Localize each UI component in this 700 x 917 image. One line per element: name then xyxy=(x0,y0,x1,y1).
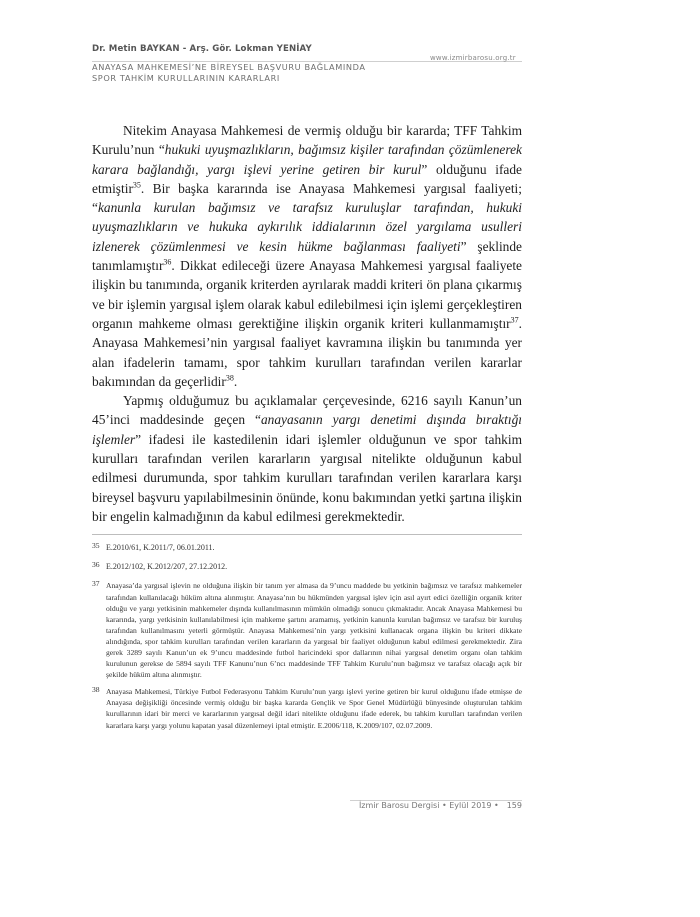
footer-journal: İzmir Barosu Dergisi • Eylül 2019 • xyxy=(358,801,499,810)
footnote-number: 35 xyxy=(92,541,100,550)
body-text-run: . Bir başka kararında ise Anayasa Mahkemesi yargısal faaliyeti; “ xyxy=(92,180,522,216)
footnote-number: 36 xyxy=(92,560,100,570)
footnote-text: Anayasa Mahkemesi, Türkiye Futbol Federasyonu Tahkim Kurulu’nun yargı işlevi yerine getiren bir kurul olduğunu ifade etmişse de Anayasa değişikliği öncesinde vermiş olduğu bir başka kararda Gençlik ve Spor Genel Müdürlüğü bünyesinde oluşturulan tahkim kurullarının idari bir merci ve kararlarının yargısal değil idari nitelikte olduğunu ifade ederek, bu tahkim kurulları tarafından verilen kararlara karşı yargı yolunu kapatan yasal düzenlemeyi iptal etmiştir. E.2006/118, K.2009/107, 02.07.2009. xyxy=(106,687,522,730)
footnote-item xyxy=(92,561,522,572)
body-text-run: . Anayasa Mahkemesi’nin yargısal faaliyet kavramına ilişkin bu tanımında yer alan ifadelerin tamamı, spor tahkim kurulları tarafından verilen kararlar bakımından da geçerlidir xyxy=(92,315,522,389)
footnote-number: 38 xyxy=(92,685,100,695)
footnote-ref[interactable]: 36 xyxy=(163,257,172,267)
footnotes xyxy=(92,542,522,737)
header-website: www.izmirbarosu.org.tr xyxy=(430,54,516,62)
footnote-divider xyxy=(92,534,354,535)
body-text-run: . xyxy=(233,373,238,389)
body-text-run: . Dikkat edileceği üzere Anayasa Mahkemesi yargısal faaliyete ilişkin bu tanımında, organik kriterden ayrılarak maddi kriteri ön plana çıkarmış ve bir işlemin yargısal işlem olarak kabul edilebilmesi için işlemi gerçekleştiren organın mahkeme olması gerektiğine ilişkin organik kriteri kullanmamıştır xyxy=(92,258,522,331)
body-text-run: ” ifadesi ile kastedilenin idari işlemler olduğunun ve spor tahkim kurulları tarafından verilen kararların yargısal nitelikte olduğunun kabul edilmesi durumunda, spor tahkim kurulları tarafından verilen kararlara karşı bireysel başvuru yapılabilmesinin önünde, konu bakımından yetki şartına ilişkin bir engelin kalmadığının da kabul edilmesi gerekmektedir. xyxy=(92,431,522,524)
body-text-run: ” şeklinde tanımlamıştır xyxy=(92,238,522,274)
body-text-run: Yapmış olduğumuz bu açıklamalar çerçevesinde, 6216 sayılı Kanun’un 45’inci maddesinde geçen “ xyxy=(92,393,522,428)
page-footer xyxy=(350,801,522,810)
footnote-divider-right xyxy=(350,534,522,535)
quote-italic: anayasanın yargı denetimi dışında bıraktığı işlemler xyxy=(92,412,522,447)
body-text-run: ” olduğunu ifade etmiştir xyxy=(92,161,522,196)
footnote-item xyxy=(92,542,522,553)
article-body xyxy=(92,121,522,526)
footnote-text: E.2012/102, K.2012/207, 27.12.2012. xyxy=(106,562,228,572)
body-paragraph xyxy=(92,121,522,391)
quote-italic: kanunla kurulan bağımsız ve tarafsız kuruluşlar tarafından, hukuki uyuşmazlıkların ve hukuka aykırılık iddialarının özel yargılama usulleri izlenerek çözümlenmesi ve kesin hükme bağlanması faaliyeti xyxy=(92,200,522,254)
footnote-text: E.2010/61, K.2011/7, 06.01.2011. xyxy=(106,543,215,552)
footnote-number: 37 xyxy=(92,579,100,589)
body-text-run: Nitekim Anayasa Mahkemesi de vermiş olduğu bir kararda; TFF Tahkim Kurulu’nun “ xyxy=(92,123,522,158)
footnote-text: Anayasa’da yargısal işlevin ne olduğuna ilişkin bir tanım yer almasa da 9’uncu maddede bu yetkinin bağımsız ve tarafsız mahkemeler tarafından kullanılacağı hüküm altına alınmıştır. Anayasa’nın bu hükmünden yargısal işlev için asıl ayırt edici özelliğin organik kriter olduğu ve yargı yetkisinin mahkemeler dışında kullanılmasının mümkün olmadığı sonucu çıkmaktadır. Ancak Anayasa Mahkemesi bu kararında, yargı yetkisinin kullanılabilmesi için mahkeme şartını aramamış, yetkinin kanunla kurulan bağımsız ve tarafsız bir kuruluş tarafından kullanılmasını yeterli görmüştür. Anayasa Mahkemesi’nin yargı yetkisini kullanacak organa ilişkin bu kriteri dikkate alındığında, spor tahkim kurulları tarafından verilen kararların da yargısal bir faaliyet olduğunun kabul edilmesi gerekmektedir. Zira gerek 3289 sayılı Kanun’un ek 9’uncu maddesinde futbol haricindeki spor dallarının nihai yargısal denetim organı olan tahkim kurulunun gerekse de 5894 sayılı TFF Kanunu’nun 6’ncı maddesinde TFF Tahkim Kurulu’nun bağımsız ve tarafsız olacağı açık bir şekilde hüküm altına alınmıştır. xyxy=(106,581,522,680)
footnote-item xyxy=(92,686,522,730)
page-number: 159 xyxy=(506,801,522,810)
footnote-ref[interactable]: 37 xyxy=(510,315,519,325)
body-paragraph xyxy=(92,391,522,526)
running-header xyxy=(92,44,522,84)
header-title-line-2: SPOR TAHKİM KURULLARININ KARARLARI xyxy=(92,73,280,83)
footnote-item xyxy=(92,580,522,680)
header-authors: Dr. Metin BAYKAN - Arş. Gör. Lokman YENİAY xyxy=(92,44,312,54)
quote-italic: hukuki uyuşmazlıkların, bağımsız kişiler tarafından çözümlenerek karara bağlandığı, yargı işlevi yerine getiren bir kurul xyxy=(92,142,522,177)
header-title-line-1: ANAYASA MAHKEMESİ’NE BİREYSEL BAŞVURU BAĞLAMINDA xyxy=(92,62,366,72)
footnote-ref[interactable]: 38 xyxy=(225,373,234,383)
footnote-ref[interactable]: 35 xyxy=(132,180,141,190)
